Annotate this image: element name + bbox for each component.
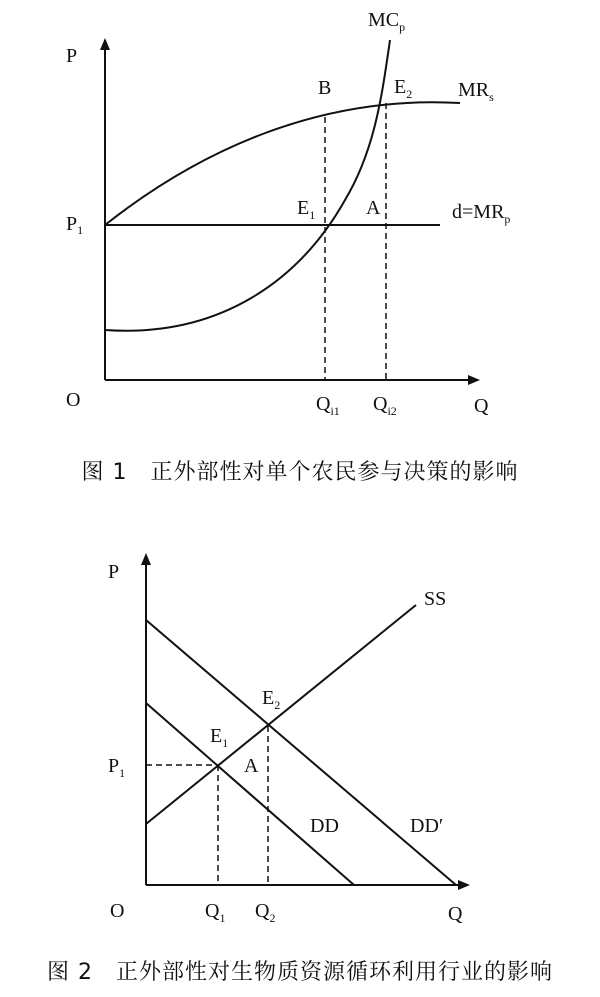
fig2-p1-label: $P_1$: [108, 755, 126, 780]
fig1-e1-label: $E_1$: [297, 197, 316, 222]
fig2-ss-label: SS: [424, 588, 447, 610]
fig2-e1-label: $E_1$: [210, 725, 229, 750]
fig1-qi2-label: $Q_{i2}$: [373, 393, 397, 418]
fig2-ss-line: [146, 605, 416, 824]
fig2-ddp-label: DD′: [410, 815, 444, 837]
fig2-axis-p-label: P: [108, 561, 120, 583]
fig1-e2-label: $E_2$: [394, 76, 413, 101]
fig2-axis-q-label: Q: [448, 903, 463, 925]
fig1-b-label: B: [318, 77, 332, 99]
fig2-dd-label: DD: [310, 815, 339, 837]
fig1-qi1-label: $Q_{i1}$: [316, 393, 340, 418]
figure-2-caption: 图 2 正外部性对生物质资源循环利用行业的影响: [47, 960, 553, 985]
fig2-e2-label: $E_2$: [262, 687, 281, 712]
figure-2: [0, 540, 600, 940]
fig1-mc-label: $MC_p$: [368, 9, 406, 34]
fig1-origin-label: O: [66, 389, 81, 411]
fig2-ddp-line: [146, 620, 456, 885]
fig2-origin-label: O: [110, 900, 125, 922]
figure-1: [0, 0, 600, 440]
fig1-mc-curve: [105, 40, 390, 331]
fig2-a-label: A: [244, 755, 259, 777]
fig2-q1-label: $Q_1$: [205, 900, 226, 925]
figure-2-diagram: [0, 540, 600, 940]
figure-1-diagram: [0, 0, 600, 440]
fig1-mrs-label: $MR_s$: [458, 79, 494, 104]
fig2-q2-label: $Q_2$: [255, 900, 276, 925]
fig2-dd-line: [146, 703, 354, 885]
fig1-p1-label: $P_1$: [66, 213, 84, 237]
fig1-axis-q-label: Q: [474, 395, 489, 417]
fig1-axis-p-label: P: [66, 45, 78, 67]
figure-1-caption: 图 1 正外部性对单个农民参与决策的影响: [81, 460, 519, 485]
fig1-a-label: A: [366, 197, 381, 219]
fig1-d-label: $d=MR_p$: [452, 201, 511, 226]
fig1-mrs-curve: [105, 102, 460, 225]
